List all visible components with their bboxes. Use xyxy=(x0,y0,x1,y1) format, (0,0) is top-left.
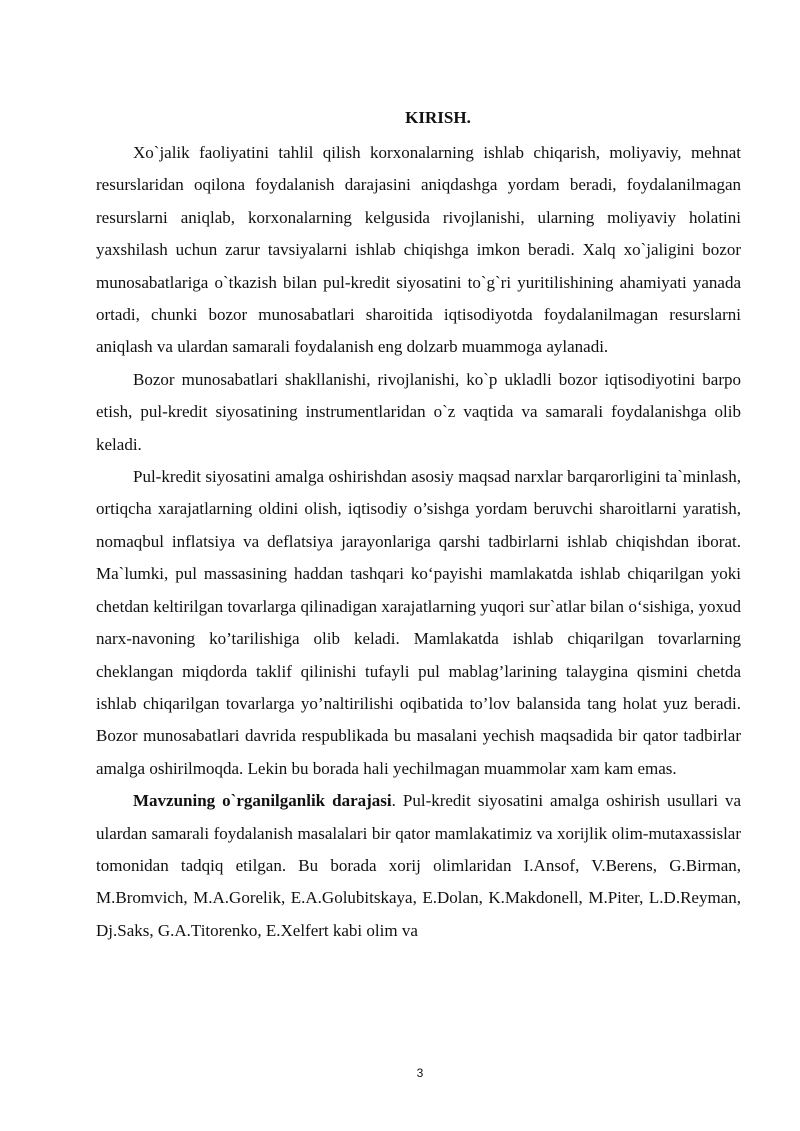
paragraph-1: Xo`jalik faoliyatini tahlil qilish korxonalarning ishlab chiqarish, moliyaviy, mehnat resurslaridan oqilona foydalanish darajasini aniqdashga yordam beradi, foydalanilmagan resurslarni aniqlab, korxonalarning kelgusida rivojlanishi, ularning moliyaviy holatini yaxshilash uchun zarur tavsiyalarni ishlab chiqishga imkon beradi. Xalq xo`jaligini bozor munosabatlariga o`tkazish bilan pul-kredit siyosatini to`g`ri yuritilishining ahamiyati yanada ortadi, chunki bozor munosabatlari sharoitida iqtisodiyotda foydalanilmagan resurslarni aniqlash va ulardan samarali foydalanish eng dolzarb muammoga aylanadi. xyxy=(96,143,741,357)
paragraph-4-text: . Pul-kredit siyosatini amalga oshirish usullari va ulardan samarali foydalanish masalalari bir qator mamlakatimiz va xorijlik olim-mutaxassislar tomonidan tadqiq etilgan. Bu borada xorij olimlaridan I.Ansof, V.Berens, G.Birman, M.Bromvich, M.A.Gorelik, E.A.Golubitskaya, E.Dolan, K.Makdonell, M.Piter, L.D.Reyman, Dj.Saks, G.A.Titorenko, E.Xelfert kabi olim va xyxy=(96,791,741,940)
paragraph-3: Pul-kredit siyosatini amalga oshirishdan asosiy maqsad narxlar barqarorligini ta`minlash, ortiqcha xarajatlarning oldini olish, iqtisodiy o’sishga yordam beruvchi sharoitlarni yaratish, nomaqbul inflatsiya va deflatsiya jarayonlariga qarshi tadbirlarni ishlab chiqishdan iborat. Ma`lumki, pul massasining haddan tashqari ko‘payishi mamlakatda ishlab chiqarilgan yoki chetdan keltirilgan tovarlarga qilinadigan xarajatlarning yuqori sur`atlar bilan o‘sishiga, yoxud narx-navoning ko’tarilishiga olib keladi. Mamlakatda ishlab chiqarilgan tovarlarning cheklangan miqdorda taklif qilinishi tufayli pul mablag’larining talaygina qismini chetda ishlab chiqarilgan tovarlarga yo’naltirilishi oqibatida to’lov balansida tang holat yuz beradi. Bozor munosabatlari davrida respublikada bu masalani yechish maqsadida bir qator tadbirlar amalga oshirilmoqda. Lekin bu borada hali yechilmagan muammolar xam kam emas. xyxy=(96,467,741,778)
page-number: 3 xyxy=(416,1066,424,1080)
paragraph-4-bold-lead: Mavzuning o`rganilganlik darajasi xyxy=(133,791,392,811)
section-heading: KIRISH. xyxy=(405,108,471,127)
body-text xyxy=(96,137,741,947)
paragraph-4 xyxy=(96,785,741,947)
paragraph-2: Bozor munosabatlari shakllanishi, rivojlanishi, ko`p ukladli bozor iqtisodiyotini barpo etish, pul-kredit siyosatining instrumentlaridan o`z vaqtida va samarali foydalanishga olib keladi. xyxy=(96,369,741,454)
